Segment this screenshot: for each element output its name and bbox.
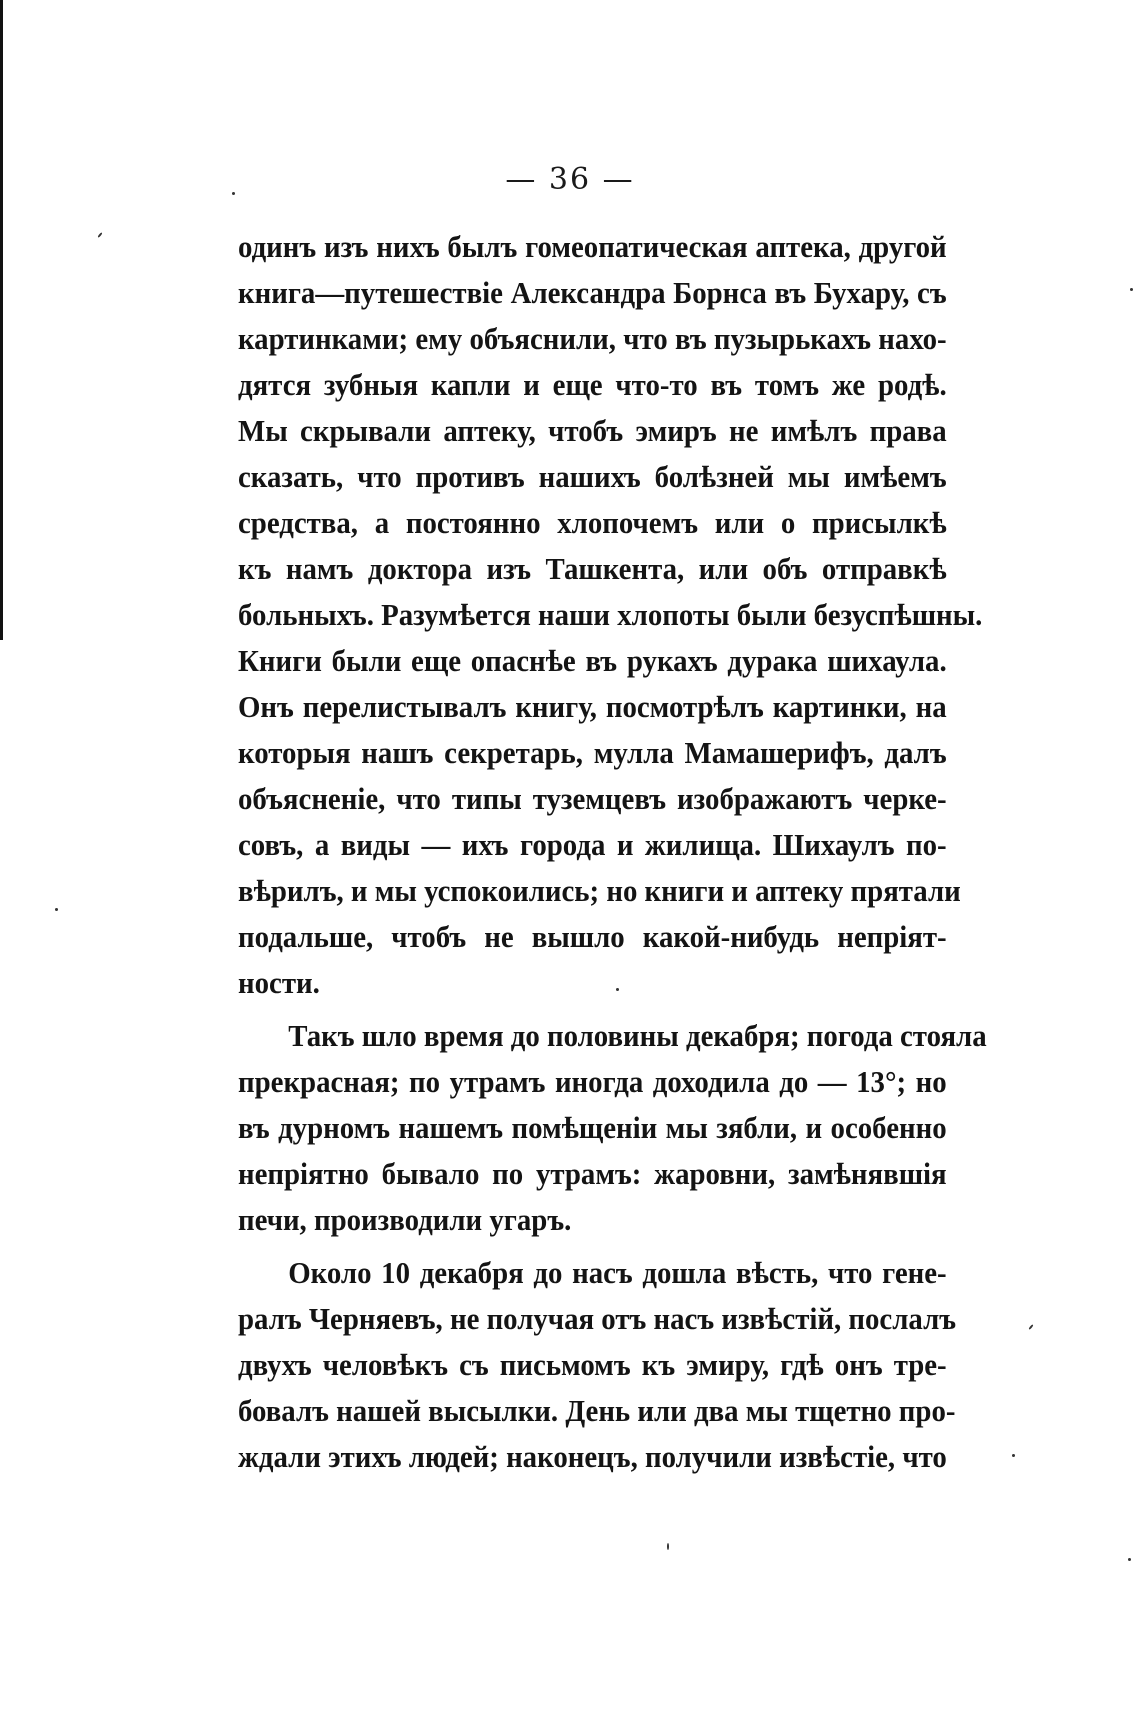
- text-line: печи, производили угаръ.: [238, 1202, 572, 1237]
- text-line: сказать, что противъ нашихъ болѣзней мы имѣемъ: [238, 459, 947, 494]
- text-line: которыя нашъ секретарь, мулла Мамашерифъ, далъ: [238, 735, 947, 770]
- text-line: ждали этихъ людей; наконецъ, получили извѣстіе, что: [238, 1439, 947, 1474]
- text-line: вѣрилъ, и мы успокоились; но книги и аптеку прятали: [238, 873, 961, 908]
- scan-edge-rule: [0, 0, 3, 640]
- body-text: [238, 224, 987, 1480]
- text-line: двухъ человѣкъ съ письмомъ къ эмиру, гдѣ онъ тре-: [238, 1347, 947, 1382]
- text-line: Мы скрывали аптеку, чтобъ эмиръ не имѣлъ права: [238, 413, 947, 448]
- text-line: Такъ шло время до половины декабря; погода стояла: [288, 1018, 987, 1053]
- scan-speck: [1128, 1558, 1131, 1561]
- text-line: къ намъ доктора изъ Ташкента, или объ отправкѣ: [238, 551, 947, 586]
- scan-speck: [1130, 288, 1133, 291]
- text-line: Книги были еще опаснѣе въ рукахъ дурака шихаула.: [238, 643, 947, 678]
- text-line: дятся зубныя капли и еще что-то въ томъ же родѣ.: [238, 367, 947, 402]
- scan-speck: [616, 988, 619, 991]
- scan-speck: [97, 232, 102, 238]
- text-line: прекрасная; по утрамъ иногда доходила до — 13°; но: [238, 1064, 947, 1099]
- text-line: объясненіе, что типы туземцевъ изображаютъ черке-: [238, 781, 947, 816]
- text-line: въ дурномъ нашемъ помѣщеніи мы зябли, и особенно: [238, 1110, 947, 1145]
- text-line: картинками; ему объяснили, что въ пузырькахъ нахо-: [238, 321, 947, 356]
- text-line: одинъ изъ нихъ былъ гомеопатическая аптека, другой: [238, 229, 947, 264]
- scan-speck: [1012, 1454, 1015, 1457]
- scan-speck: [232, 192, 235, 195]
- text-line: больныхъ. Разумѣется наши хлопоты были безуспѣшны.: [238, 597, 983, 632]
- text-line: совъ, а виды — ихъ города и жилища. Шихаулъ по-: [238, 827, 947, 862]
- text-line: ности.: [238, 965, 320, 1000]
- paragraph-gap: [238, 1006, 947, 1013]
- text-line: подальше, чтобъ не вышло какой-нибудь непріят-: [238, 919, 947, 954]
- scan-speck: [667, 1543, 669, 1550]
- scan-speck: [1028, 1324, 1033, 1330]
- scan-speck: [55, 908, 58, 911]
- text-line: книга—путешествіе Александра Борнса въ Бухару, съ: [238, 275, 947, 310]
- text-line: бовалъ нашей высылки. День или два мы тщетно про-: [238, 1393, 956, 1428]
- page-number: — 36 —: [505, 162, 635, 197]
- text-line: Онъ перелистывалъ книгу, посмотрѣлъ картинки, на: [238, 689, 947, 724]
- text-line: средства, а постоянно хлопочемъ или о присылкѣ: [238, 505, 947, 540]
- paragraph-gap: [238, 1243, 947, 1250]
- text-line: ралъ Черняевъ, не получая отъ насъ извѣстій, послалъ: [238, 1301, 957, 1336]
- text-line: Около 10 декабря до насъ дошла вѣсть, что гене-: [288, 1255, 947, 1290]
- paragraph-3: [238, 1250, 957, 1480]
- paragraph-2: [238, 1013, 987, 1243]
- text-line: непріятно бывало по утрамъ: жаровни, замѣнявшія: [238, 1156, 947, 1191]
- paragraph-1: [238, 224, 983, 1006]
